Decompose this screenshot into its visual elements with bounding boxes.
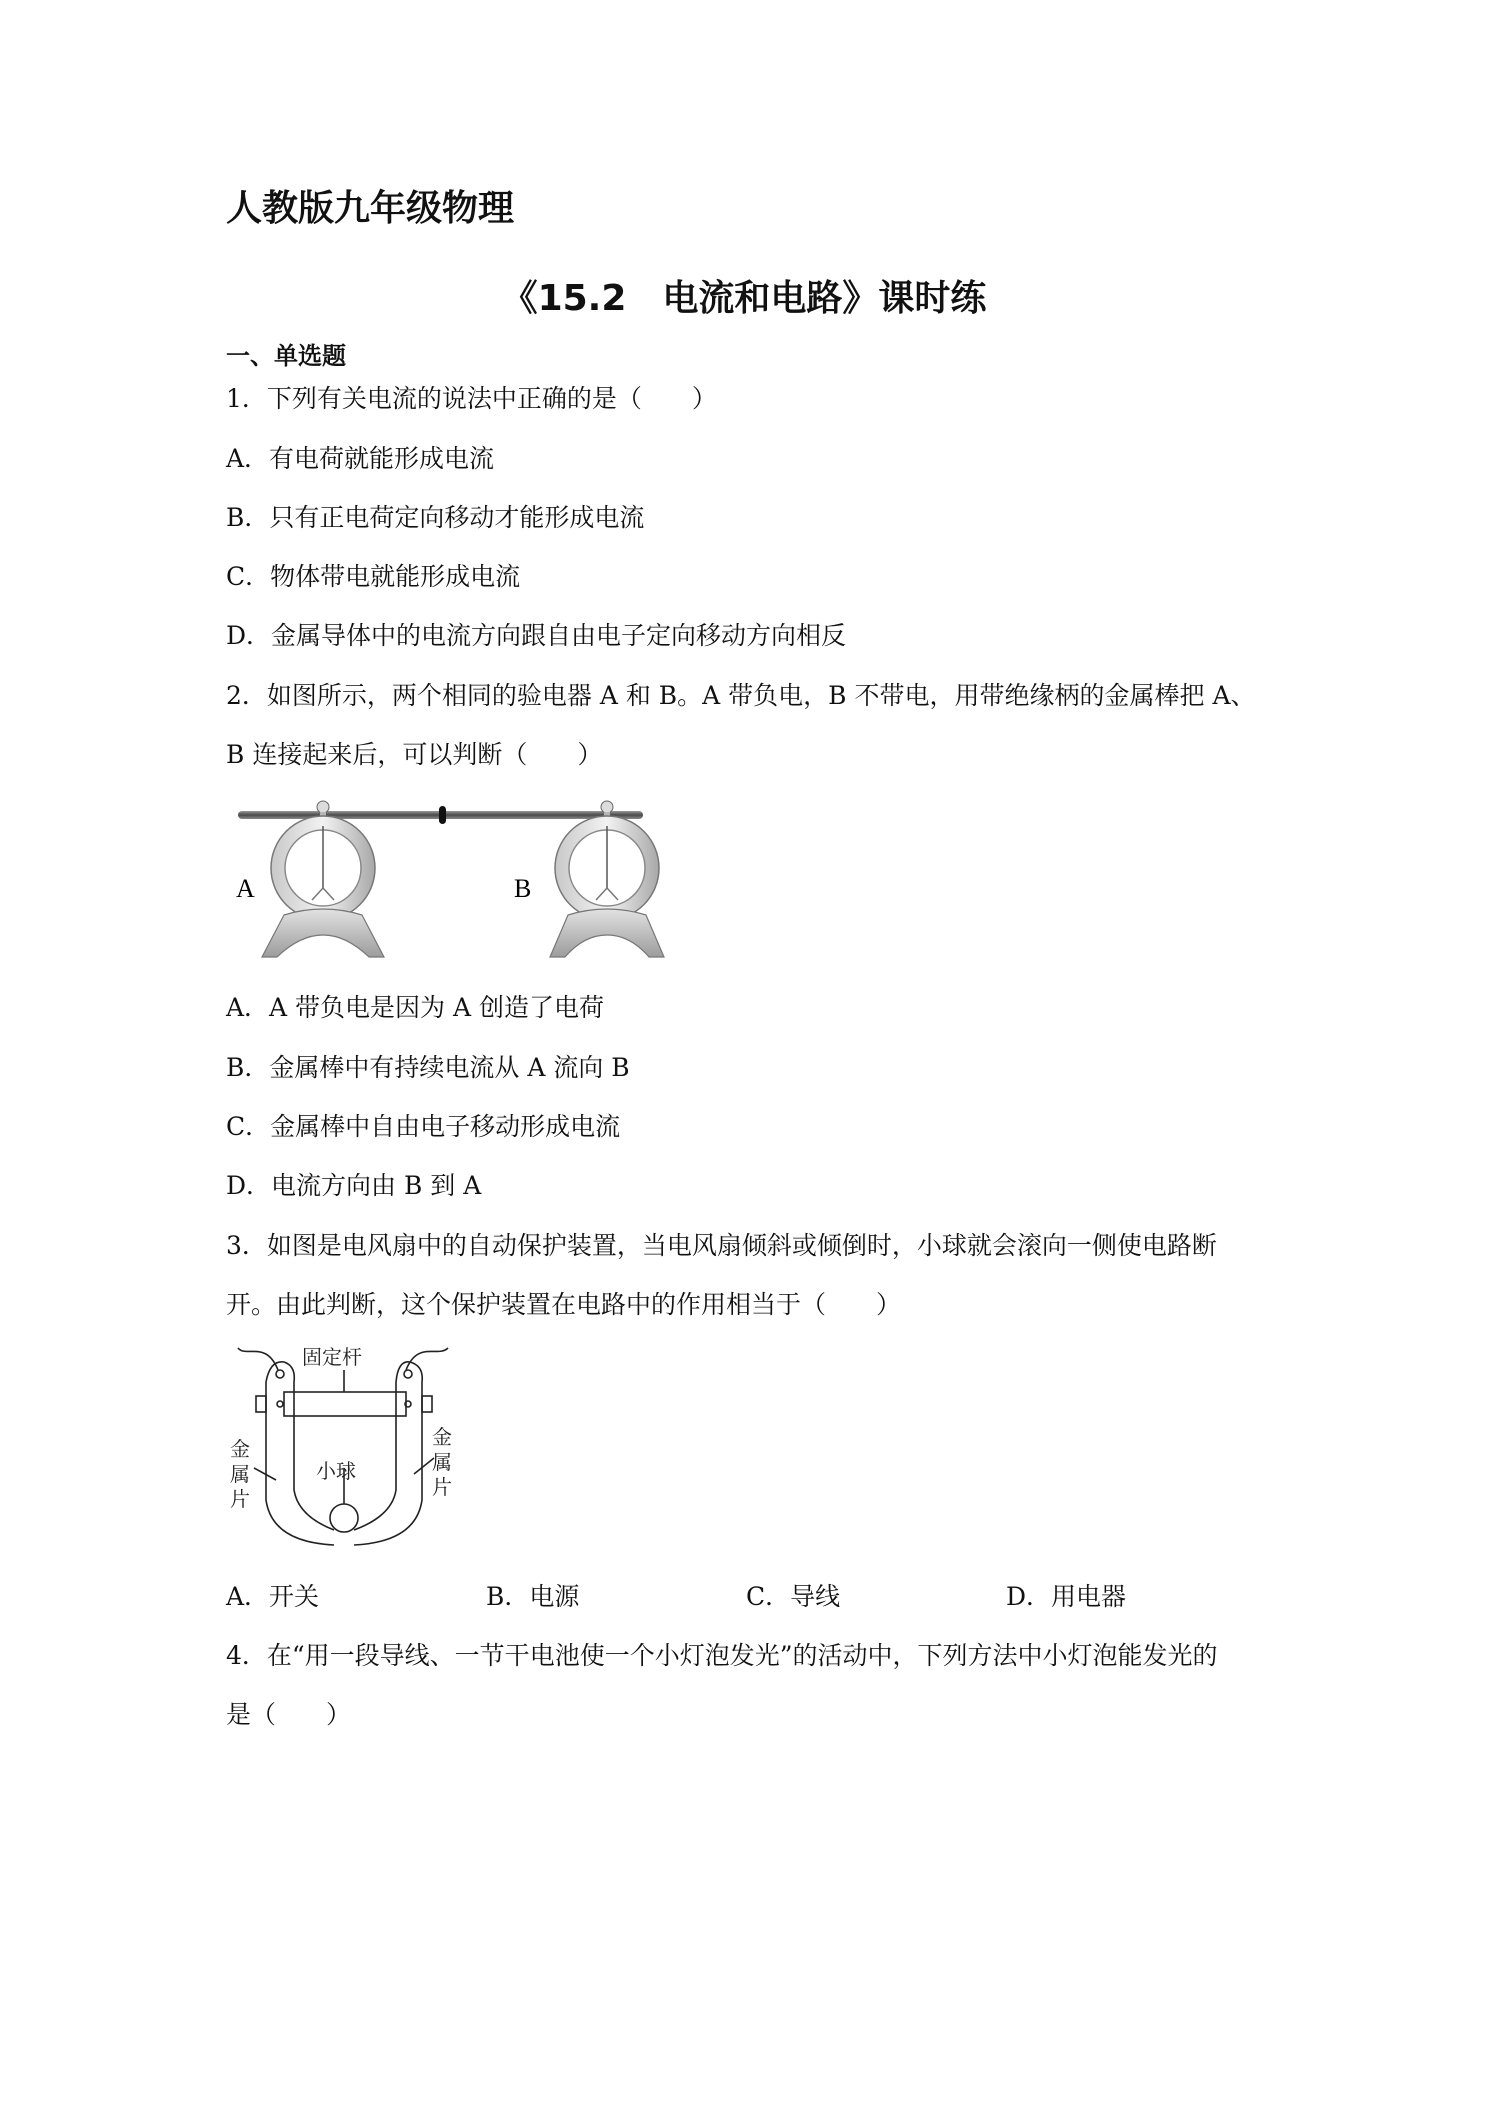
question-2-stem-line-1: 2．如图所示，两个相同的验电器 A 和 B。A 带负电，B 不带电，用带绝缘柄的金属棒把 A、 xyxy=(226,681,1256,710)
question-2-option-d: D．电流方向由 B 到 A xyxy=(226,1171,482,1200)
svg-text:属: 属 xyxy=(432,1450,452,1474)
ball-label: 小球 xyxy=(316,1459,356,1483)
protection-device-figure xyxy=(226,1340,466,1560)
question-1-option-c: C．物体带电就能形成电流 xyxy=(226,562,521,591)
question-2-option-a: A．A 带负电是因为 A 创造了电荷 xyxy=(226,993,605,1022)
question-2-option-b: B．金属棒中有持续电流从 A 流向 B xyxy=(226,1053,630,1082)
question-3-stem-line-1: 3．如图是电风扇中的自动保护装置，当电风扇倾斜或倾倒时，小球就会滚向一侧使电路断 xyxy=(226,1231,1217,1260)
fixed-rod-label: 固定杆 xyxy=(302,1345,362,1369)
document-title: 人教版九年级物理 xyxy=(226,188,515,229)
right-metal-sheet-label xyxy=(432,1425,452,1499)
lesson-title: 《15.2 电流和电路》课时练 xyxy=(501,278,987,319)
question-1-stem: 1．下列有关电流的说法中正确的是（ ） xyxy=(226,384,717,413)
question-1-option-b: B．只有正电荷定向移动才能形成电流 xyxy=(226,503,645,532)
electroscope-figure xyxy=(226,795,666,965)
question-2-stem-line-2: B 连接起来后，可以判断（ ） xyxy=(226,740,603,769)
question-1-option-d: D．金属导体中的电流方向跟自由电子定向移动方向相反 xyxy=(226,621,847,650)
left-metal-sheet-label xyxy=(230,1437,250,1511)
question-3-option-d: D．用电器 xyxy=(1006,1582,1127,1611)
question-2-option-c: C．金属棒中自由电子移动形成电流 xyxy=(226,1112,621,1141)
question-1-option-a: A．有电荷就能形成电流 xyxy=(226,444,495,473)
question-3-option-c: C．导线 xyxy=(746,1582,841,1611)
label-a: A xyxy=(236,874,255,903)
electroscope-a xyxy=(262,801,384,957)
svg-text:金: 金 xyxy=(432,1425,452,1449)
section-heading: 一、单选题 xyxy=(226,342,346,370)
svg-text:金: 金 xyxy=(230,1437,250,1461)
svg-text:片: 片 xyxy=(432,1475,452,1499)
question-3-stem-line-2: 开。由此判断，这个保护装置在电路中的作用相当于（ ） xyxy=(226,1290,902,1319)
question-3-option-a: A．开关 xyxy=(226,1582,320,1611)
question-3-option-b: B．电源 xyxy=(486,1582,580,1611)
question-4-stem-line-1: 4．在“用一段导线、一节干电池使一个小灯泡发光”的活动中，下列方法中小灯泡能发光的 xyxy=(226,1641,1218,1670)
label-b: B xyxy=(514,874,532,903)
electroscope-b xyxy=(550,801,664,957)
svg-text:属: 属 xyxy=(230,1462,250,1486)
question-4-stem-line-2: 是（ ） xyxy=(226,1700,352,1729)
svg-text:片: 片 xyxy=(230,1487,250,1511)
